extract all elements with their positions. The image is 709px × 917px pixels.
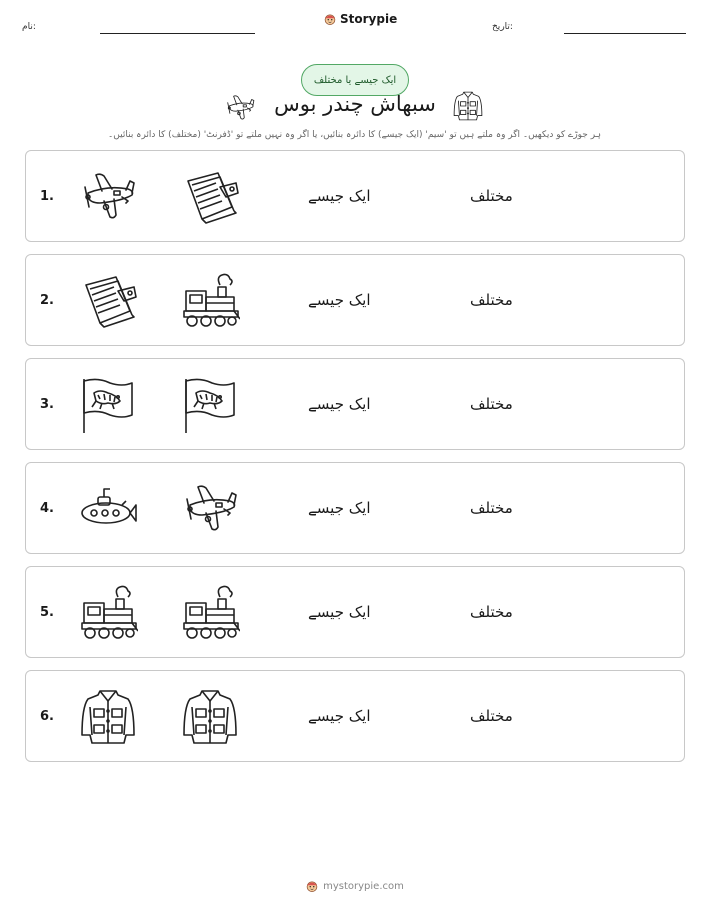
question-row bbox=[25, 462, 685, 554]
brand-logo bbox=[323, 12, 397, 26]
question-number: 4. bbox=[40, 500, 54, 516]
military-jacket-icon bbox=[180, 687, 240, 747]
different-option[interactable]: مختلف bbox=[470, 395, 513, 413]
different-option[interactable]: مختلف bbox=[470, 187, 513, 205]
question-row bbox=[25, 566, 685, 658]
question-number: 2. bbox=[40, 292, 54, 308]
same-option[interactable]: ایک جیسے bbox=[308, 291, 371, 309]
same-option[interactable]: ایک جیسے bbox=[308, 499, 371, 517]
name-label: نام: bbox=[22, 22, 36, 32]
submarine-icon bbox=[78, 479, 138, 539]
question-row bbox=[25, 670, 685, 762]
airplane-icon bbox=[78, 167, 138, 227]
question-row bbox=[25, 150, 685, 242]
instructions: ہر جوڑے کو دیکھیں۔ اگر وہ ملتے ہیں تو 'سیم' (ایک جیسے) کا دائرہ بنائیں، یا اگر وہ نہیں ملتے تو 'ڈفرنٹ' (مختلف) کا دائرہ بنائیں۔ bbox=[108, 130, 601, 140]
date-line[interactable] bbox=[564, 33, 686, 34]
tiger-flag-icon bbox=[78, 375, 138, 435]
military-jacket-icon bbox=[452, 90, 484, 122]
train-icon bbox=[180, 271, 240, 331]
date-label: تاریخ: bbox=[492, 22, 513, 32]
name-line[interactable] bbox=[100, 33, 255, 34]
tiger-flag-icon bbox=[180, 375, 240, 435]
question-number: 6. bbox=[40, 708, 54, 724]
mascot-icon bbox=[323, 12, 337, 26]
title-row bbox=[0, 88, 709, 124]
question-row bbox=[25, 358, 685, 450]
mascot-icon bbox=[305, 879, 319, 893]
military-jacket-icon bbox=[78, 687, 138, 747]
same-option[interactable]: ایک جیسے bbox=[308, 707, 371, 725]
train-icon bbox=[78, 583, 138, 643]
question-number: 5. bbox=[40, 604, 54, 620]
airplane-icon bbox=[180, 479, 240, 539]
same-option[interactable]: ایک جیسے bbox=[308, 395, 371, 413]
different-option[interactable]: مختلف bbox=[470, 499, 513, 517]
question-number: 1. bbox=[40, 188, 54, 204]
worksheet-type-badge: ایک جیسے یا مختلف bbox=[301, 64, 409, 96]
same-option[interactable]: ایک جیسے bbox=[308, 603, 371, 621]
footer-url: mystorypie.com bbox=[323, 880, 404, 892]
wallet-icon bbox=[180, 167, 240, 227]
wallet-icon bbox=[78, 271, 138, 331]
footer bbox=[0, 879, 709, 893]
worksheet-header bbox=[0, 0, 709, 50]
same-option[interactable]: ایک جیسے bbox=[308, 187, 371, 205]
question-row bbox=[25, 254, 685, 346]
different-option[interactable]: مختلف bbox=[470, 707, 513, 725]
brand-name: Storypie bbox=[340, 12, 398, 26]
airplane-icon bbox=[224, 92, 256, 124]
page-title: سبھاش چندر بوس bbox=[274, 92, 436, 116]
different-option[interactable]: مختلف bbox=[470, 291, 513, 309]
question-number: 3. bbox=[40, 396, 54, 412]
train-icon bbox=[180, 583, 240, 643]
different-option[interactable]: مختلف bbox=[470, 603, 513, 621]
